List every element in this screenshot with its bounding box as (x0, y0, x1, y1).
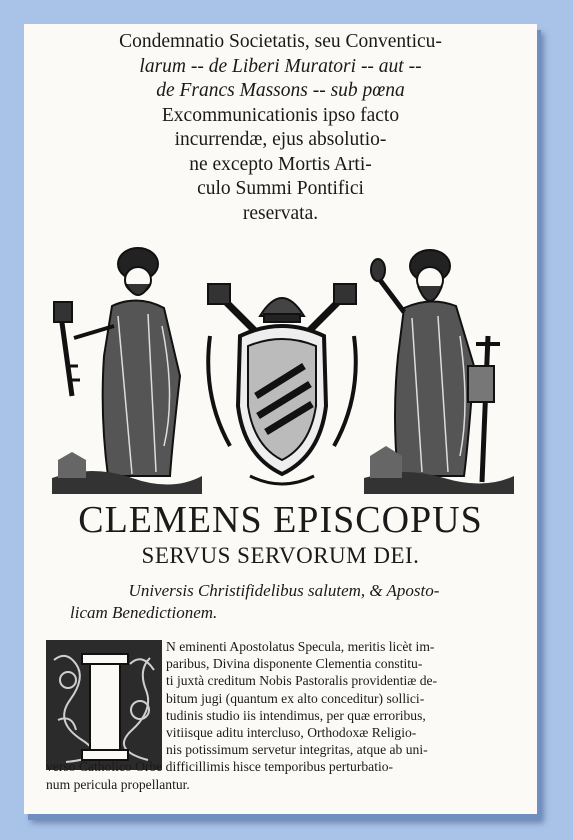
body-line: vitiisque aditu intercluso, Orthodoxæ Religio- (166, 725, 417, 741)
decorated-initial (46, 640, 162, 770)
papal-heading: CLEMENS EPISCOPUS (78, 499, 483, 541)
greeting-line: Universis Christifidelibus salutem, & Aposto- (128, 581, 440, 600)
body-line: N eminenti Apostolatus Specula, meritis licèt im- (166, 639, 435, 654)
decree-title (24, 30, 537, 226)
body-line: paribus, Divina disponente Clementia constitu- (166, 656, 423, 672)
title-line: Condemnatio Societatis, seu Conventicu- (119, 31, 442, 52)
document-page (24, 24, 537, 814)
initial-letter: I (103, 710, 107, 721)
engraving-row (52, 246, 512, 496)
body-line: tudinis studio iis intendimus, per quæ erroribus, (166, 707, 426, 723)
title-line: de Francs Massons -- sub pœna (156, 80, 405, 101)
saint-peter-figure (52, 246, 202, 494)
greeting (64, 580, 504, 624)
title-line: reservata. (242, 202, 319, 224)
title-line: ne excepto Mortis Arti- (189, 153, 372, 175)
body-line: num pericula propellantur. (46, 776, 190, 792)
bull-body-text (46, 638, 526, 793)
body-line: ti juxtà creditum Nobis Pastoralis providentiæ de- (166, 673, 438, 689)
body-line: nis potissimum servetur integritas, atque ab uni- (166, 742, 428, 758)
title-line: Excommunicationis ipso facto (161, 104, 400, 126)
papal-subheading: SERVUS SERVORUM DEI. (141, 543, 420, 568)
saint-paul-figure (364, 246, 514, 494)
title-line: incurrendæ, ejus absolutio- (174, 129, 387, 150)
body-line: verso Catholico Orbe difficillimis hisce temporibus perturbatio- (46, 759, 394, 775)
title-line: larum -- de Liberi Muratori -- aut -- (139, 55, 422, 77)
title-line: culo Summi Pontifici (197, 178, 364, 199)
greeting-line: licam Benedictionem. (70, 603, 218, 622)
papal-coat-of-arms (200, 276, 364, 496)
body-line: bitum jugi (quantum ex alto conceditur) sollici- (166, 690, 425, 706)
